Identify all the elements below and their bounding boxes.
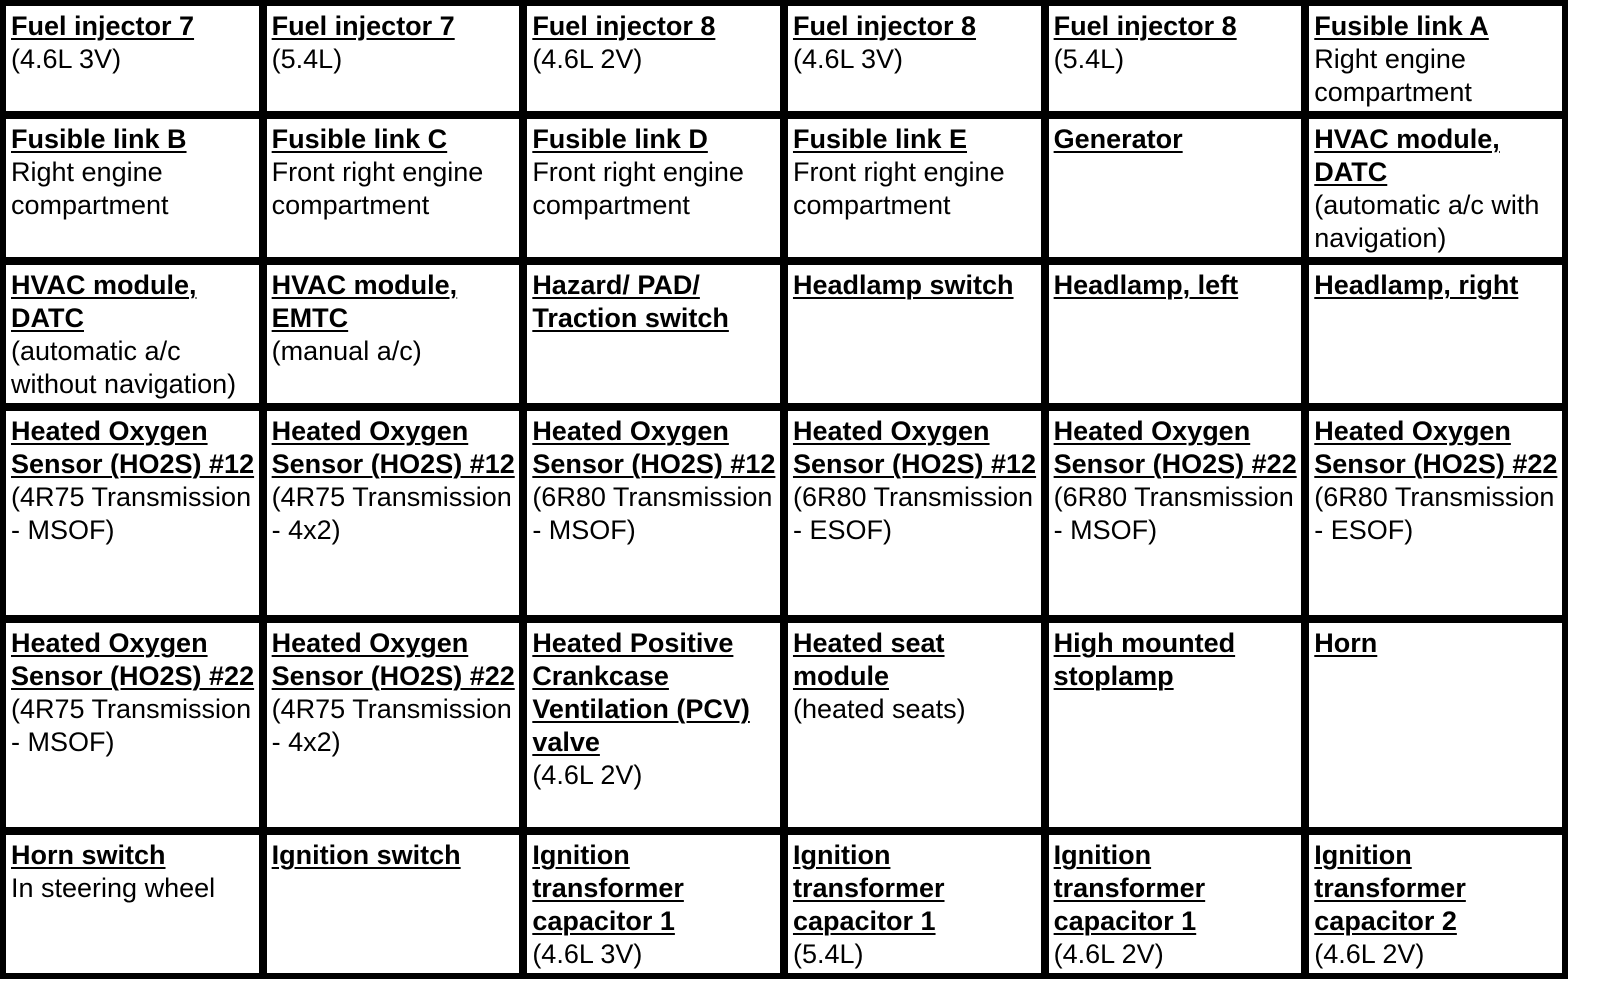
component-link[interactable]: Fuel injector 7 [271, 11, 455, 41]
component-location: Front right engine compartment [271, 157, 484, 220]
table-cell [265, 117, 522, 259]
component-link[interactable]: Heated Oxygen Sensor (HO2S) #22 [1314, 416, 1558, 479]
table-cell [265, 409, 522, 617]
component-location: (5.4L) [1053, 44, 1125, 74]
table-cell [786, 621, 1043, 829]
table-cell [786, 4, 1043, 113]
table-cell [1047, 833, 1304, 975]
table-cell [1047, 409, 1304, 617]
table-cell [1307, 4, 1564, 113]
component-link[interactable]: Fusible link D [532, 124, 708, 154]
component-link[interactable]: Fuel injector 8 [792, 11, 977, 41]
component-location: (6R80 Transmission - ESOF) [792, 482, 1034, 545]
component-link[interactable]: Heated Oxygen Sensor (HO2S) #12 [532, 416, 776, 479]
table-cell [786, 117, 1043, 259]
component-location: (4.6L 3V) [792, 44, 904, 74]
component-location: (5.4L) [271, 44, 343, 74]
component-location: (6R80 Transmission - MSOF) [1053, 482, 1294, 545]
component-location: Front right engine compartment [792, 157, 1005, 220]
table-cell [525, 833, 782, 975]
table-cell [1047, 117, 1304, 259]
component-location: (4R75 Transmission - MSOF) [11, 694, 252, 757]
component-link[interactable]: Fuel injector 8 [1053, 11, 1237, 41]
table-cell [265, 833, 522, 975]
component-location: Front right engine compartment [532, 157, 744, 220]
component-link[interactable]: Fusible link B [11, 124, 187, 154]
component-link[interactable]: Fusible link E [792, 124, 968, 154]
component-link[interactable]: Heated Oxygen Sensor (HO2S) #22 [271, 628, 515, 691]
component-location: In steering wheel [11, 873, 216, 903]
component-link[interactable]: Horn switch [11, 840, 166, 870]
component-location: (automatic a/c without navigation) [11, 336, 237, 399]
component-link[interactable]: Headlamp switch [792, 270, 1014, 300]
component-link[interactable]: Ignition transformer capacitor 2 [1314, 840, 1466, 936]
table-row [4, 263, 1564, 405]
table-row [4, 409, 1564, 617]
table-cell [1047, 4, 1304, 113]
table-cell [525, 4, 782, 113]
component-location: (4R75 Transmission - 4x2) [271, 694, 512, 757]
component-location: (6R80 Transmission - MSOF) [532, 482, 773, 545]
component-location: (4R75 Transmission - MSOF) [11, 482, 252, 545]
component-link[interactable]: HVAC module, EMTC [271, 270, 458, 333]
component-link[interactable]: Horn [1314, 628, 1378, 658]
component-link[interactable]: Heated Oxygen Sensor (HO2S) #12 [792, 416, 1037, 479]
table-cell [4, 117, 261, 259]
table-cell [1307, 621, 1564, 829]
component-link[interactable]: Fusible link A [1314, 11, 1489, 41]
component-link[interactable]: Ignition transformer capacitor 1 [532, 840, 684, 936]
table-cell [786, 409, 1043, 617]
component-location: (6R80 Transmission - ESOF) [1314, 482, 1555, 545]
table-cell [525, 409, 782, 617]
component-link[interactable]: HVAC module, DATC [11, 270, 197, 333]
table-cell [265, 621, 522, 829]
table-cell [1307, 833, 1564, 975]
component-link[interactable]: Hazard/ PAD/ Traction switch [532, 270, 729, 333]
component-link[interactable]: Fuel injector 8 [532, 11, 716, 41]
table-cell [525, 117, 782, 259]
component-location: (4.6L 2V) [532, 760, 643, 790]
component-link[interactable]: Headlamp, right [1314, 270, 1519, 300]
component-location: (4.6L 3V) [532, 939, 643, 969]
table-row [4, 117, 1564, 259]
component-link[interactable]: Fuel injector 7 [11, 11, 195, 41]
component-location: (4.6L 2V) [1314, 939, 1425, 969]
component-link[interactable]: High mounted stoplamp [1053, 628, 1236, 691]
component-link[interactable]: Ignition transformer capacitor 1 [1053, 840, 1206, 936]
table-cell [4, 4, 261, 113]
component-location: (5.4L) [792, 939, 864, 969]
table-cell [4, 621, 261, 829]
table-cell [525, 263, 782, 405]
component-link[interactable]: Ignition transformer capacitor 1 [792, 840, 945, 936]
component-link[interactable]: Fusible link C [271, 124, 448, 154]
table-cell [4, 833, 261, 975]
component-location: Right engine compartment [11, 157, 169, 220]
table-cell [786, 263, 1043, 405]
component-link[interactable]: Heated Oxygen Sensor (HO2S) #22 [1053, 416, 1297, 479]
table-cell [1047, 621, 1304, 829]
component-link[interactable]: Heated seat module [792, 628, 945, 691]
table-cell [265, 263, 522, 405]
component-location: (4.6L 2V) [532, 44, 643, 74]
component-link[interactable]: Heated Positive Crankcase Ventilation (PCV) valve [532, 628, 750, 757]
table-row [4, 4, 1564, 113]
component-location: (4.6L 2V) [1053, 939, 1164, 969]
table-cell [525, 621, 782, 829]
component-link[interactable]: Ignition switch [271, 840, 461, 870]
table-cell [1307, 409, 1564, 617]
table-cell [265, 4, 522, 113]
component-link[interactable]: Heated Oxygen Sensor (HO2S) #12 [271, 416, 515, 479]
component-location: (manual a/c) [271, 336, 422, 366]
component-link[interactable]: Heated Oxygen Sensor (HO2S) #12 [11, 416, 255, 479]
table-cell [1047, 263, 1304, 405]
component-link[interactable]: HVAC module, DATC [1314, 124, 1500, 187]
component-link[interactable]: Generator [1053, 124, 1183, 154]
table-cell [1307, 263, 1564, 405]
component-location: Right engine compartment [1314, 44, 1472, 107]
component-location: (heated seats) [792, 694, 966, 724]
component-location: (4.6L 3V) [11, 44, 122, 74]
component-link[interactable]: Heated Oxygen Sensor (HO2S) #22 [11, 628, 255, 691]
table-cell [4, 409, 261, 617]
component-location: (automatic a/c with navigation) [1314, 190, 1540, 253]
table-row [4, 833, 1564, 975]
table-cell [786, 833, 1043, 975]
table-cell [1307, 117, 1564, 259]
table-row [4, 621, 1564, 829]
component-link[interactable]: Headlamp, left [1053, 270, 1239, 300]
table-cell [4, 263, 261, 405]
component-location: (4R75 Transmission - 4x2) [271, 482, 512, 545]
